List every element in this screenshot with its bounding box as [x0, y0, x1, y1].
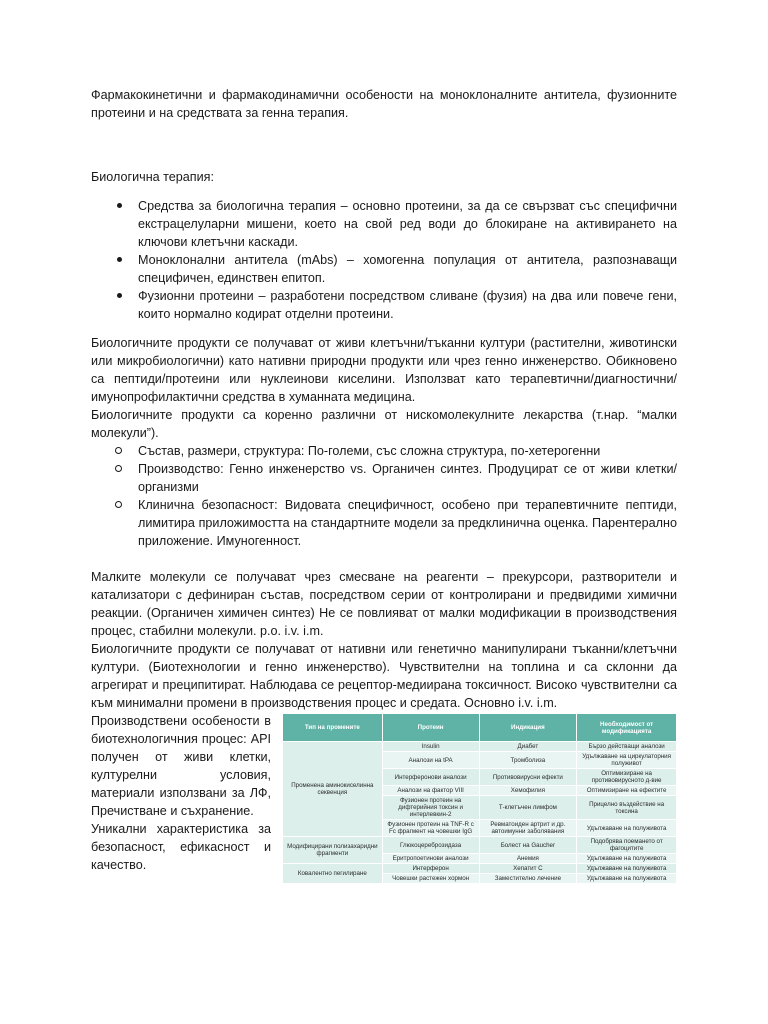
table-cell: Insulin [382, 742, 479, 752]
table-cell: Хепатит С [479, 864, 577, 874]
table-cell: Еритропоетинови аналози [382, 854, 479, 864]
table-cell: Фузионен протеин на TNF-R с Fc фрагмент на човешки IgG [382, 820, 479, 837]
table-cell: Интерферонови аналози [382, 769, 479, 786]
bullet-dot-icon [117, 257, 122, 262]
table-cell: Анемия [479, 854, 577, 864]
table-cell: Заместително лечение [479, 874, 577, 884]
table-cell: Оптимизиране на ефектите [577, 786, 677, 796]
table-cell: Ревматоиден артрит и др. автоимунни заболявания [479, 820, 577, 837]
bullet-item: Средства за биологична терапия – основно протеини, за да се свързват със специфични екстрацелуларни мишени, което на свой ред води до блокиране на активирането на ключови клетъчни каскади. [91, 197, 677, 251]
table-cell: Противовирусни ефекти [479, 769, 577, 786]
table-cell: Интерферон [382, 864, 479, 874]
circle-bullet-icon [115, 465, 122, 472]
bullet-list [91, 197, 677, 323]
table-cell-type: Ковалентно пегилиране [283, 864, 383, 884]
bullet-item: Фузионни протеини – разработени посредством сливане (фузия) на два или повече гени, които нормално кодират отделни протеини. [91, 287, 677, 323]
modifications-table-frame [282, 713, 677, 895]
table-row [283, 837, 677, 854]
sub-item: Производство: Генно инженерство vs. Органичен синтез. Продуцират се от живи клетки/организми [91, 460, 677, 496]
column-header: Необходимост от модификацията [577, 714, 677, 742]
column-header: Протеин [382, 714, 479, 742]
table-cell: Аналози на фактор VIII [382, 786, 479, 796]
column-header: Тип на промените [283, 714, 383, 742]
table-cell: Бързо действащи аналози [577, 742, 677, 752]
bullet-item: Моноклонални антитела (mAbs) – хомогенна популация от антитела, разпознаващи специфичен, единствен епитоп. [91, 251, 677, 287]
circle-bullet-icon [115, 501, 122, 508]
table-cell: Прицелно въздействие на токсина [577, 796, 677, 820]
bullet-dot-icon [117, 293, 122, 298]
table-cell: Удължаване на циркулаторния полуживот [577, 752, 677, 769]
sub-list [91, 442, 677, 550]
document-title: Фармакокинетични и фармакодинамични особености на моноклоналните антитела, фузионните протеини и на средствата за генна терапия. [91, 88, 677, 120]
paragraph-biologics-production: Биологичните продукти се получават от нативни или генетично манипулирани тъканни/клетъчни култури. (Биотехнологии и генно инженерство). Чувствителни на топлина и са склонни да агрегират и преципитират. Наблюдава се рецептор-медиирана токсичност. Високо чувствителни са към минимални промени в производствения процес и средата. Основно i.v. i.m. [91, 642, 677, 710]
table-cell: Удължаване на полуживота [577, 820, 677, 837]
paragraph-small-molecules: Малките молекули се получават чрез смесване на реагенти – прекурсори, разтворители и катализатори с дефиниран състав, посредством серии от контролирани и предвидими химични реакции. (Органичен химичен синтез) Не се повлияват от малки модификации в производствения процес, стабилни молекули. p.o. i.v. i.m. [91, 570, 677, 638]
column-header: Индикация [479, 714, 577, 742]
paragraph-biologics-origin: Биологичните продукти се получават от живи клетъчни/тъканни култури (растителни, животински или микробиологични) като нативни природни продукти или чрез генно инженерство. Обикновено са пептиди/протеини или нуклеинови киселини. Използват като терапевтични/диагностични/ имунопрофилактични средства в хуманната медицина. [91, 336, 677, 404]
sub-item: Състав, размери, структура: По-големи, със сложна структура, по-хетерогенни [91, 442, 677, 460]
table-row [283, 864, 677, 874]
table-cell-type: Модифицирани полизахаридни фрагменти [283, 837, 383, 864]
table-cell: Тромболиза [479, 752, 577, 769]
table-cell: Подобрява поемането от фагоцитите [577, 837, 677, 854]
table-section [91, 712, 677, 882]
table-cell: Човешки растежен хормон [382, 874, 479, 884]
document-page [91, 86, 677, 882]
table-cell: Удължаване на полуживота [577, 854, 677, 864]
table-cell: Диабет [479, 742, 577, 752]
table-cell: Удължаване на полуживота [577, 874, 677, 884]
unique-characteristics-text: Уникални характеристика за безопасност, ефикасност и качество. [91, 822, 271, 872]
paragraph-biologics-difference: Биологичните продукти са коренно различни от нискомолекулните лекарства (т.нар. “малки молекули”). [91, 408, 677, 440]
table-row [283, 742, 677, 752]
sub-item: Клинична безопасност: Видовата специфичност, особено при терапевтичните пептиди, лимитира приложимостта на стандартните модели за предклинична оценка. Парентерално приложение. Имуногенност. [91, 496, 677, 550]
table-cell-type: Променена аминокиселинна секвенция [283, 742, 383, 837]
table-cell: Т-клетъчен лимфом [479, 796, 577, 820]
section-label: Биологична терапия: [91, 170, 214, 184]
bullet-dot-icon [117, 203, 122, 208]
table-cell: Фузионен протеин на дифтерийния токсин и интерлевкин-2 [382, 796, 479, 820]
table-cell: Болест на Gaucher [479, 837, 577, 854]
table-cell: Хемофилия [479, 786, 577, 796]
table-cell: Аналози на tPA [382, 752, 479, 769]
modifications-table [282, 713, 677, 884]
production-notes [91, 712, 271, 874]
table-cell: Оптимизиране на противовирусното д-вие [577, 769, 677, 786]
table-cell: Глюкоцереброзидаза [382, 837, 479, 854]
table-cell: Удължаване на полуживота [577, 864, 677, 874]
production-features-text: Производствени особености в биотехнологичния процес: API получен от живи клетки, културелни условия, материали използвани за ЛФ, Пречистване и съхранение. [91, 714, 271, 818]
table-header-row [283, 714, 677, 742]
circle-bullet-icon [115, 447, 122, 454]
